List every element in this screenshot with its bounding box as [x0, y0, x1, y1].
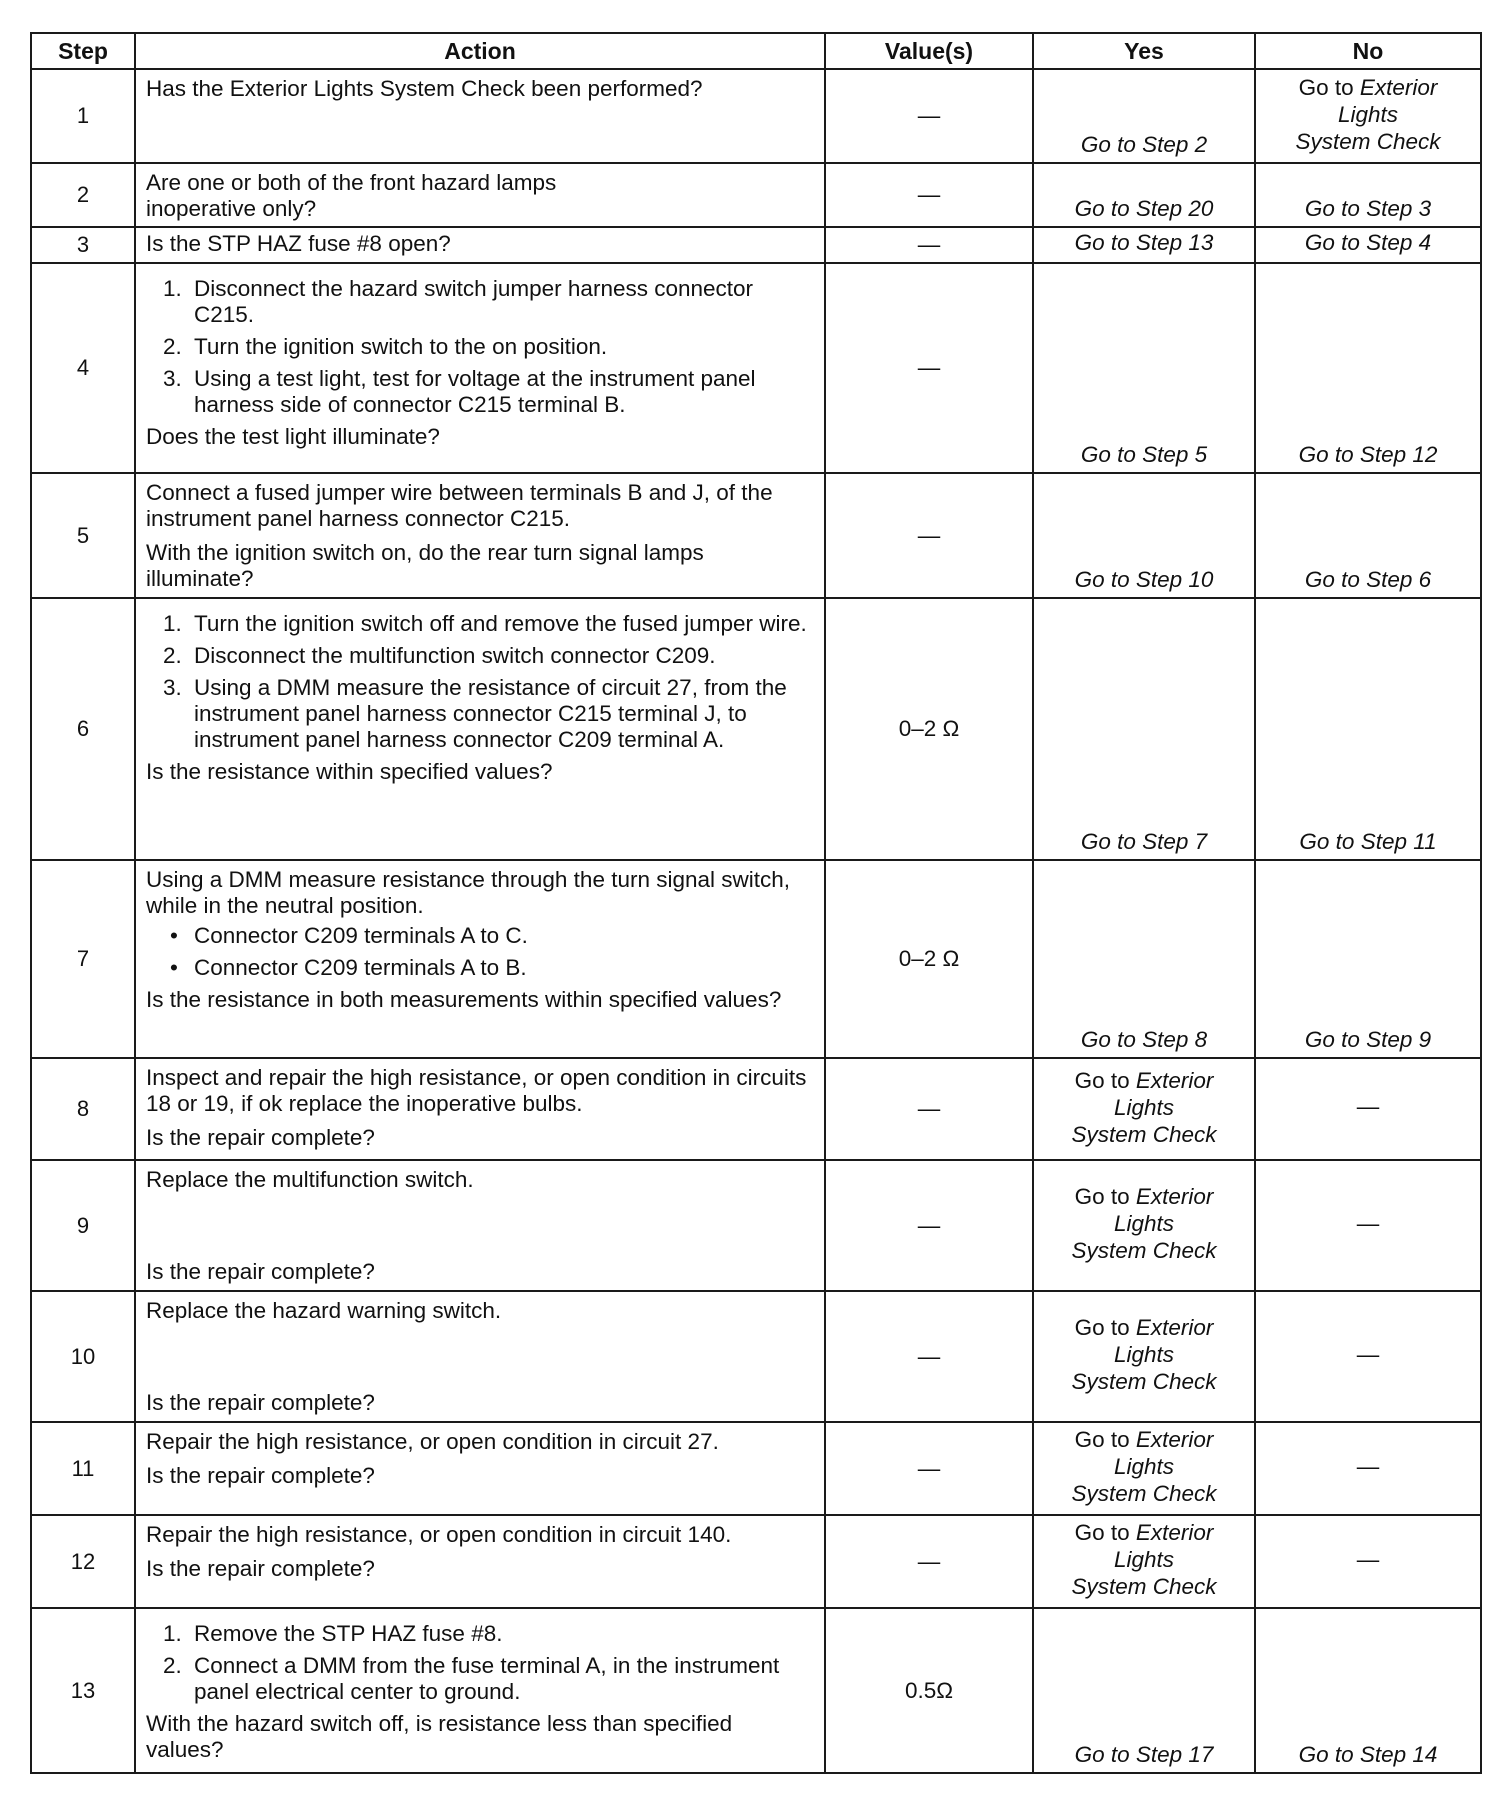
step-number: 5 [31, 473, 135, 598]
goto-target-l3: System Check [1295, 128, 1441, 154]
goto-exterior-lights [1034, 1183, 1254, 1264]
list-item: 2. Turn the ignition switch to the on position. [188, 334, 814, 360]
value-cell: — [825, 1058, 1033, 1160]
header-no: No [1255, 33, 1481, 69]
value-cell: — [825, 263, 1033, 473]
action-text: Using a DMM measure resistance through the turn signal switch, while in the neutral position. [146, 867, 791, 918]
goto-target-l2: Lights [1113, 1454, 1175, 1479]
bullet-text: Connector C209 terminals A to C. [194, 923, 528, 948]
goto-prefix: Go to [1074, 1067, 1130, 1093]
value-cell: — [825, 1291, 1033, 1422]
action-question: With the ignition switch on, do the rear turn signal lamps illuminate? [146, 540, 704, 591]
no-cell [1255, 69, 1481, 163]
goto-target-l3: System Check [1071, 1574, 1217, 1599]
step-list [146, 611, 814, 753]
bullet-text: Connector C209 terminals A to B. [194, 955, 527, 980]
bullet-icon: • [170, 955, 178, 980]
goto-target-l3: System Check [1071, 1121, 1217, 1147]
table-row [31, 69, 1481, 163]
goto-exterior-lights [1034, 1314, 1254, 1395]
goto-target-l3: System Check [1071, 1238, 1217, 1263]
header-action: Action [135, 33, 825, 69]
yes-cell [1033, 1058, 1255, 1160]
value-cell: — [825, 227, 1033, 263]
yes-cell: Go to Step 5 [1033, 263, 1255, 473]
step-number: 3 [31, 227, 135, 263]
action-question: Is the repair complete? [146, 1125, 375, 1150]
action-cell [135, 227, 825, 263]
no-cell: Go to Step 3 [1255, 163, 1481, 227]
yes-cell [1033, 1160, 1255, 1291]
no-cell: Go to Step 11 [1255, 598, 1481, 860]
action-text: Repair the high resistance, or open condition in circuit 27. [146, 1429, 719, 1454]
table-row [31, 598, 1481, 860]
action-question: Does the test light illuminate? [146, 424, 440, 449]
bullet-icon: • [170, 923, 178, 948]
step-number: 4 [31, 263, 135, 473]
value-cell: — [825, 163, 1033, 227]
value-cell: — [825, 69, 1033, 163]
list-item: 2. Disconnect the multifunction switch connector C209. [188, 643, 814, 669]
goto-exterior-lights [1256, 74, 1480, 155]
step-number: 13 [31, 1608, 135, 1773]
action-cell [135, 69, 825, 163]
action-question: Has the Exterior Lights System Check been performed? [146, 76, 703, 101]
step-number: 6 [31, 598, 135, 860]
header-row [31, 33, 1481, 69]
no-cell: — [1255, 1515, 1481, 1608]
action-question-l2: inoperative only? [146, 196, 317, 221]
action-question: Is the repair complete? [146, 1259, 375, 1284]
value-cell: — [825, 1515, 1033, 1608]
table-row [31, 163, 1481, 227]
table-row [31, 1515, 1481, 1608]
goto-prefix: Go to [1074, 1184, 1130, 1209]
goto-target-l1: Exterior [1135, 1520, 1214, 1545]
action-cell [135, 473, 825, 598]
list-item: 3. Using a DMM measure the resistance of circuit 27, from the instrument panel harness connector C215 terminal J, to instrument panel harness connector C209 terminal A. [188, 675, 814, 753]
goto-target-l1: Exterior [1135, 1067, 1214, 1093]
goto-target-l1: Exterior [1359, 74, 1438, 100]
yes-cell: Go to Step 2 [1033, 69, 1255, 163]
goto-target-l2: Lights [1337, 101, 1399, 127]
table-row [31, 860, 1481, 1058]
goto-target-l3: System Check [1071, 1369, 1217, 1394]
step-number: 1 [31, 69, 135, 163]
value-cell: — [825, 1422, 1033, 1515]
step-number: 2 [31, 163, 135, 227]
no-cell: — [1255, 1160, 1481, 1291]
action-cell [135, 598, 825, 860]
table-row [31, 1058, 1481, 1160]
list-item [170, 955, 814, 981]
value-cell: 0.5Ω [825, 1608, 1033, 1773]
no-cell: Go to Step 6 [1255, 473, 1481, 598]
goto-target-l1: Exterior [1135, 1427, 1214, 1452]
action-question-l1: Are one or both of the front hazard lamps [146, 170, 557, 195]
goto-target-l2: Lights [1113, 1094, 1175, 1120]
no-cell: — [1255, 1291, 1481, 1422]
header-yes: Yes [1033, 33, 1255, 69]
action-cell [135, 1160, 825, 1291]
action-question: Is the repair complete? [146, 1556, 375, 1581]
list-item: 1. Turn the ignition switch off and remove the fused jumper wire. [188, 611, 814, 637]
action-cell [135, 1608, 825, 1773]
yes-cell: Go to Step 7 [1033, 598, 1255, 860]
list-item: 3. Using a test light, test for voltage at the instrument panel harness side of connector C215 terminal B. [188, 366, 814, 418]
goto-target-l2: Lights [1113, 1211, 1175, 1236]
yes-cell: Go to Step 10 [1033, 473, 1255, 598]
goto-exterior-lights [1034, 1067, 1254, 1148]
table-row [31, 1291, 1481, 1422]
goto-prefix: Go to [1298, 74, 1354, 100]
action-cell [135, 163, 825, 227]
value-cell: — [825, 1160, 1033, 1291]
action-cell [135, 860, 825, 1058]
yes-cell [1033, 1291, 1255, 1422]
step-number: 8 [31, 1058, 135, 1160]
bullet-list [146, 923, 814, 981]
goto-target-l3: System Check [1071, 1481, 1217, 1506]
action-question: Is the resistance in both measurements within specified values? [146, 987, 782, 1012]
table-row [31, 1422, 1481, 1515]
action-cell [135, 1422, 825, 1515]
action-text: Connect a fused jumper wire between terminals B and J, of the instrument panel harness connector C215. [146, 480, 773, 531]
yes-cell [1033, 1515, 1255, 1608]
value-cell: — [825, 473, 1033, 598]
action-cell [135, 263, 825, 473]
goto-prefix: Go to [1074, 1315, 1130, 1340]
action-question: Is the repair complete? [146, 1463, 375, 1488]
yes-cell: Go to Step 13 [1033, 227, 1255, 263]
list-item: 2. Connect a DMM from the fuse terminal A, in the instrument panel electrical center to ground. [188, 1653, 814, 1705]
table-row [31, 473, 1481, 598]
no-cell: — [1255, 1058, 1481, 1160]
action-cell [135, 1291, 825, 1422]
diagnostic-page [30, 32, 1480, 1774]
diagnostic-table [30, 32, 1482, 1774]
header-values: Value(s) [825, 33, 1033, 69]
table-row [31, 263, 1481, 473]
table-row [31, 1608, 1481, 1773]
yes-cell: Go to Step 20 [1033, 163, 1255, 227]
action-text: Replace the multifunction switch. [146, 1167, 474, 1192]
goto-prefix: Go to [1074, 1427, 1130, 1452]
goto-prefix: Go to [1074, 1520, 1130, 1545]
goto-exterior-lights [1034, 1426, 1254, 1507]
goto-target-l1: Exterior [1135, 1315, 1214, 1340]
goto-target-l2: Lights [1113, 1547, 1175, 1572]
step-list [146, 276, 814, 418]
no-cell: — [1255, 1422, 1481, 1515]
goto-target-l1: Exterior [1135, 1184, 1214, 1209]
action-question: Is the STP HAZ fuse #8 open? [146, 231, 451, 256]
goto-exterior-lights [1034, 1519, 1254, 1600]
step-number: 7 [31, 860, 135, 1058]
action-text: Repair the high resistance, or open condition in circuit 140. [146, 1522, 732, 1547]
step-number: 11 [31, 1422, 135, 1515]
yes-cell [1033, 1422, 1255, 1515]
table-row [31, 1160, 1481, 1291]
no-cell: Go to Step 9 [1255, 860, 1481, 1058]
no-cell: Go to Step 14 [1255, 1608, 1481, 1773]
yes-cell: Go to Step 17 [1033, 1608, 1255, 1773]
action-text: Inspect and repair the high resistance, or open condition in circuits 18 or 19, if ok replace the inoperative bulbs. [146, 1065, 807, 1116]
value-cell: 0–2 Ω [825, 860, 1033, 1058]
list-item: 1. Disconnect the hazard switch jumper harness connector C215. [188, 276, 814, 328]
list-item: 1. Remove the STP HAZ fuse #8. [188, 1621, 814, 1647]
step-number: 12 [31, 1515, 135, 1608]
step-number: 10 [31, 1291, 135, 1422]
action-question: With the hazard switch off, is resistance less than specified values? [146, 1711, 733, 1762]
action-question: Is the repair complete? [146, 1390, 375, 1415]
goto-target-l2: Lights [1113, 1342, 1175, 1367]
table-row [31, 227, 1481, 263]
step-number: 9 [31, 1160, 135, 1291]
header-step: Step [31, 33, 135, 69]
action-question: Is the resistance within specified values? [146, 759, 553, 784]
yes-cell: Go to Step 8 [1033, 860, 1255, 1058]
no-cell: Go to Step 12 [1255, 263, 1481, 473]
action-text: Replace the hazard warning switch. [146, 1298, 502, 1323]
action-cell [135, 1058, 825, 1160]
list-item [170, 923, 814, 949]
step-list [146, 1621, 814, 1705]
value-cell: 0–2 Ω [825, 598, 1033, 860]
no-cell: Go to Step 4 [1255, 227, 1481, 263]
action-cell [135, 1515, 825, 1608]
